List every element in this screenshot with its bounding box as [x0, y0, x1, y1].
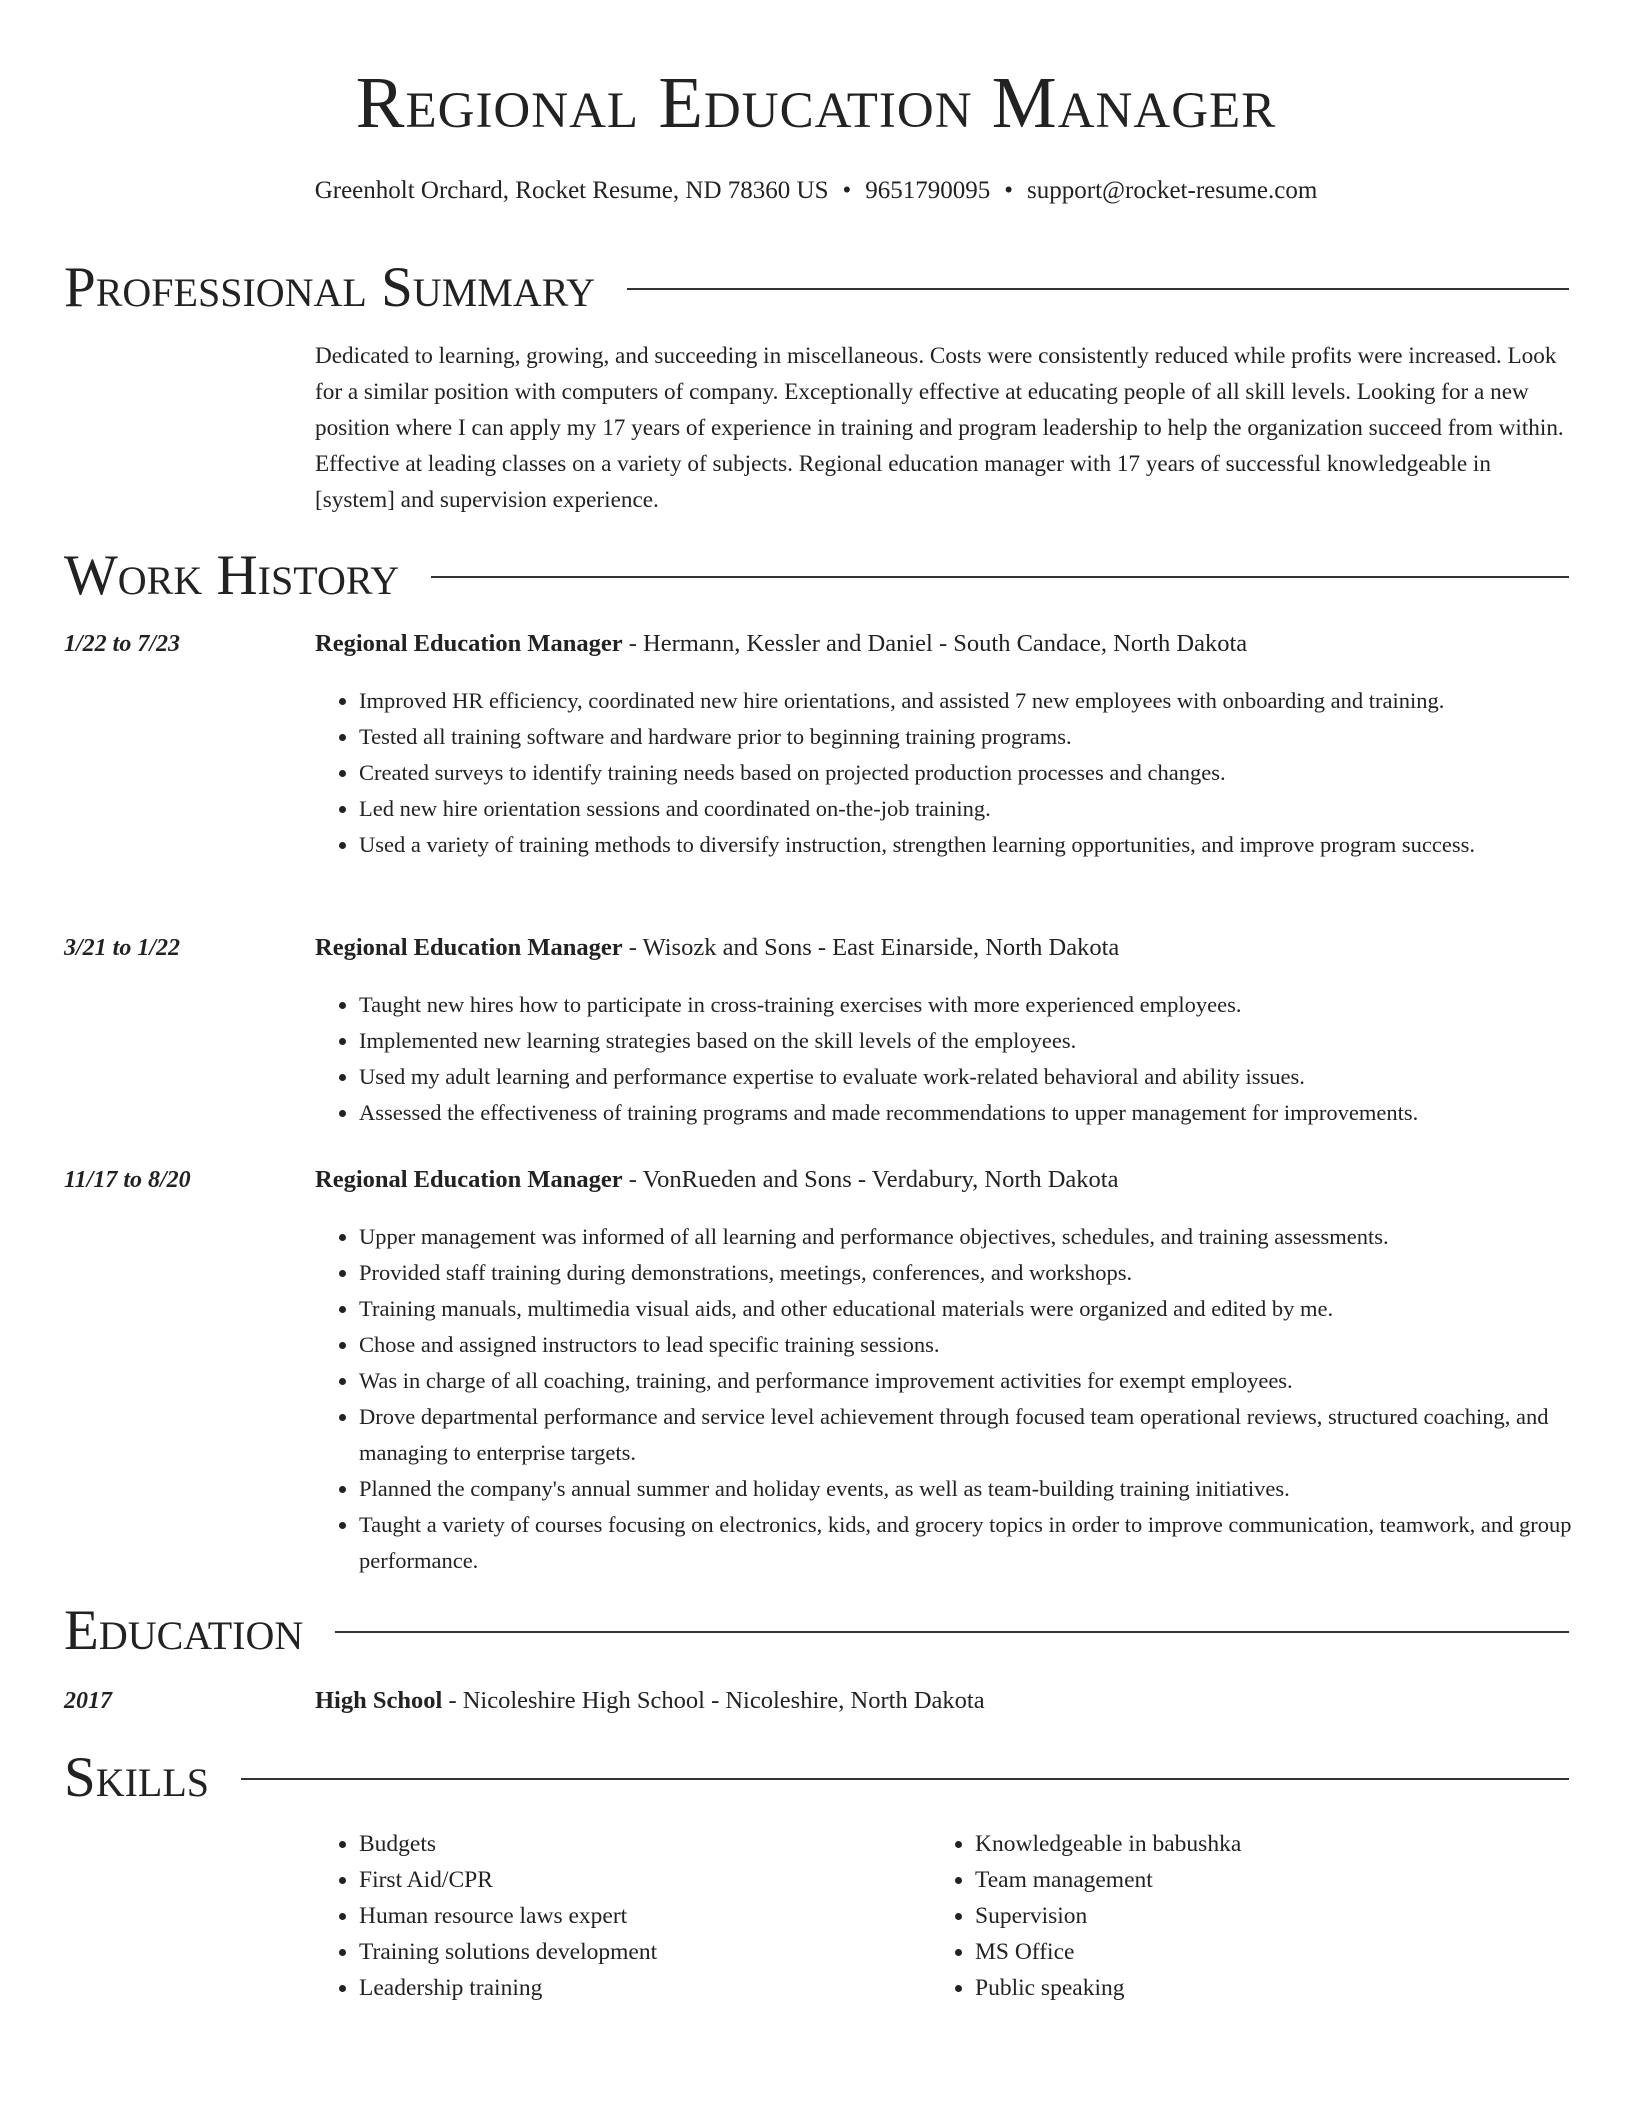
education-year: 2017: [64, 1688, 112, 1714]
list-item: • Used a variety of training methods to diversify instruction, strengthen learning opportunities, and improve program success.: [359, 827, 1577, 863]
skill-item: • Budgets: [359, 1826, 875, 1862]
address: Greenholt Orchard, Rocket Resume, ND 78360 US: [314, 177, 829, 204]
education-heading: [315, 1686, 985, 1716]
skill-item: • First Aid/CPR: [359, 1862, 875, 1898]
list-item: • Led new hire orientation sessions and coordinated on-the-job training.: [359, 791, 1577, 827]
job-heading: [315, 1165, 1118, 1195]
list-item: • Planned the company's annual summer and holiday events, as well as team-building training initiatives.: [359, 1471, 1577, 1507]
skill-item: • Team management: [975, 1862, 1491, 1898]
candidate-name: Regional Education Manager: [355, 62, 1277, 143]
job-title: Regional Education Manager: [315, 630, 623, 657]
job-bullets: [315, 987, 1577, 1131]
skill-item: • MS Office: [975, 1934, 1491, 1970]
skill-item: • Training solutions development: [359, 1934, 875, 1970]
section-heading-work-history: [64, 544, 1569, 608]
skill-item: • Supervision: [975, 1898, 1491, 1934]
skill-item: • Human resource laws expert: [359, 1898, 875, 1934]
job-details: - VonRueden and Sons - Verdabury, North Dakota: [622, 1166, 1119, 1193]
separator: •: [842, 177, 852, 204]
list-item: • Training manuals, multimedia visual aids, and other educational materials were organized and edited by me.: [359, 1291, 1577, 1327]
job-bullets: [315, 1219, 1577, 1579]
list-item: • Used my adult learning and performance expertise to evaluate work-related behavioral and ability issues.: [359, 1059, 1577, 1095]
job-heading: [315, 629, 1247, 659]
list-item: • Created surveys to identify training needs based on projected production processes and changes.: [359, 755, 1577, 791]
education-degree: High School: [315, 1687, 443, 1714]
skills-list-left: [315, 1826, 875, 2006]
skill-item: • Leadership training: [359, 1970, 875, 2006]
job-dates: 3/21 to 1/22: [64, 935, 181, 961]
list-item: • Provided staff training during demonstrations, meetings, conferences, and workshops.: [359, 1255, 1577, 1291]
job-details: - Wisozk and Sons - East Einarside, North Dakota: [622, 934, 1120, 961]
email: support@rocket-resume.com: [1027, 177, 1318, 204]
list-item: • Tested all training software and hardware prior to beginning training programs.: [359, 719, 1577, 755]
section-title: Skills: [64, 1746, 210, 1809]
section-heading-skills: [64, 1746, 1569, 1810]
section-divider: [335, 1631, 1569, 1633]
job-title: Regional Education Manager: [315, 1166, 623, 1193]
section-title: Work History: [64, 544, 400, 607]
list-item: • Taught new hires how to participate in cross-training exercises with more experienced employees.: [359, 987, 1577, 1023]
list-item: • Assessed the effectiveness of training programs and made recommendations to upper management for improvements.: [359, 1095, 1577, 1131]
list-item: • Upper management was informed of all learning and performance objectives, schedules, and training assessments.: [359, 1219, 1577, 1255]
education-details: - Nicoleshire High School - Nicoleshire, North Dakota: [442, 1687, 985, 1714]
list-item: • Improved HR efficiency, coordinated new hire orientations, and assisted 7 new employees with onboarding and training.: [359, 683, 1577, 719]
phone: 9651790095: [865, 177, 991, 204]
skill-item: • Public speaking: [975, 1970, 1491, 2006]
separator: •: [1004, 177, 1014, 204]
section-divider: [241, 1778, 1569, 1780]
summary-text: Dedicated to learning, growing, and succeeding in miscellaneous. Costs were consistently reduced while profits were increased. Look for a similar position with computers of company. Exceptionally effective at educating people of all skill levels. Looking for a new position where I can apply my 17 years of experience in training and program leadership to help the organization succeed from within. Effective at leading classes on a variety of subjects. Regional education manager with 17 years of successful knowledgeable in [system] and supervision experience.: [315, 343, 1564, 513]
job-heading: [315, 933, 1119, 963]
job-dates: 1/22 to 7/23: [64, 631, 181, 657]
skills-list-right: [931, 1826, 1491, 2006]
list-item: • Chose and assigned instructors to lead specific training sessions.: [359, 1327, 1577, 1363]
section-divider: [431, 576, 1569, 578]
section-divider: [627, 288, 1569, 290]
list-item: • Drove departmental performance and service level achievement through focused team operational reviews, structured coaching, and managing to enterprise targets.: [359, 1399, 1577, 1471]
section-heading-summary: [64, 256, 1569, 320]
list-item: • Implemented new learning strategies based on the skill levels of the employees.: [359, 1023, 1577, 1059]
job-dates: 11/17 to 8/20: [64, 1167, 191, 1193]
section-title: Professional Summary: [64, 256, 596, 319]
contact-line: [0, 176, 1632, 206]
skill-item: • Knowledgeable in babushka: [975, 1826, 1491, 1862]
job-details: - Hermann, Kessler and Daniel - South Candace, North Dakota: [622, 630, 1248, 657]
section-title: Education: [64, 1599, 304, 1662]
job-title: Regional Education Manager: [315, 934, 623, 961]
list-item: • Taught a variety of courses focusing on electronics, kids, and grocery topics in order to improve communication, teamwork, and group performance.: [359, 1507, 1577, 1579]
job-bullets: [315, 683, 1577, 863]
section-heading-education: [64, 1599, 1569, 1663]
list-item: • Was in charge of all coaching, training, and performance improvement activities for exempt employees.: [359, 1363, 1577, 1399]
